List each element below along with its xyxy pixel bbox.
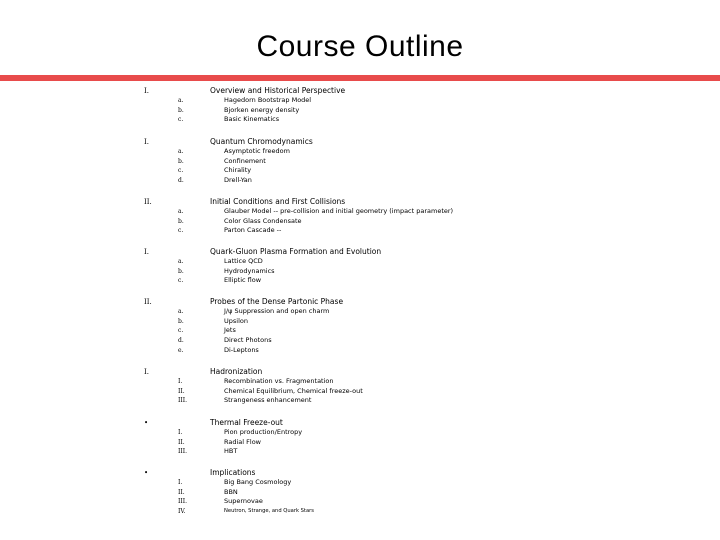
outline-item: [0, 447, 720, 457]
item-text: Lattice QCD: [224, 257, 263, 265]
item-label: III.: [178, 498, 188, 506]
section-heading: Overview and Historical Perspective: [210, 86, 346, 95]
outline-item: [0, 326, 720, 336]
item-text: Hagedorn Bootstrap Model: [224, 96, 312, 104]
section-items: [0, 307, 720, 355]
item-text: Neutron, Strange, and Quark Stars: [224, 508, 314, 515]
item-label: c.: [178, 227, 184, 235]
section-items: [0, 377, 720, 406]
outline-item: [0, 257, 720, 267]
item-label: I.: [178, 479, 183, 486]
item-text: Bjorken energy density: [224, 105, 300, 114]
slide-title: Course Outline: [256, 30, 464, 63]
section-marker: •: [144, 469, 149, 477]
item-label: d.: [178, 337, 184, 345]
item-text: Big Bang Cosmology: [224, 478, 292, 486]
section-marker: I.: [144, 87, 149, 95]
item-text: BBN: [224, 487, 238, 496]
item-text: Elliptic flow: [224, 276, 262, 285]
outline-item: [0, 488, 720, 498]
outline-item: [0, 106, 720, 116]
outline-item: [0, 387, 720, 397]
item-text: Upsilon: [224, 316, 248, 325]
outline-item: [0, 207, 720, 217]
section-heading: Quark-Gluon Plasma Formation and Evolution: [210, 247, 382, 256]
item-label: c.: [178, 116, 184, 124]
section-items: [0, 478, 720, 517]
item-label: I.: [178, 429, 183, 436]
section-items: [0, 147, 720, 186]
item-label: a.: [178, 308, 184, 315]
section-heading: Implications: [210, 468, 256, 477]
item-label: e.: [178, 346, 184, 354]
outline-item: [0, 317, 720, 327]
outline-item: [0, 276, 720, 286]
outline-item: [0, 377, 720, 387]
item-label: b.: [178, 217, 184, 225]
outline-item: [0, 497, 720, 507]
item-text: Basic Kinematics: [224, 115, 280, 124]
item-text: Color Glass Condensate: [224, 216, 302, 225]
item-text: Pion production/Entropy: [224, 428, 303, 436]
outline-item: [0, 428, 720, 438]
section-items: [0, 257, 720, 286]
item-label: b.: [178, 106, 184, 114]
outline-item: [0, 226, 720, 236]
item-label: a.: [178, 97, 184, 104]
item-label: IV.: [178, 508, 186, 516]
item-label: a.: [178, 148, 184, 155]
item-text: HBT: [224, 447, 238, 456]
item-label: II.: [178, 387, 185, 395]
outline-item: [0, 396, 720, 406]
outline-item: [0, 438, 720, 448]
item-text: Strangeness enhancement: [224, 396, 312, 405]
outline-item: [0, 336, 720, 346]
item-label: I.: [178, 378, 183, 385]
section-heading: Thermal Freeze-out: [210, 418, 283, 427]
item-text: Jets: [224, 326, 236, 335]
outline-item: [0, 176, 720, 186]
section-heading: Initial Conditions and First Collisions: [210, 197, 346, 206]
item-label: II.: [178, 488, 185, 496]
item-text: Radial Flow: [224, 437, 261, 446]
outline-item: [0, 96, 720, 106]
item-label: c.: [178, 327, 184, 335]
item-text: Supernovae: [224, 497, 263, 506]
section-heading: Hadronization: [210, 367, 263, 376]
section-heading: Probes of the Dense Partonic Phase: [210, 297, 344, 306]
item-label: II.: [178, 438, 185, 446]
outline-item: [0, 307, 720, 317]
item-text: Recombination vs. Fragmentation: [224, 377, 334, 385]
outline-item: [0, 346, 720, 356]
section-marker: I.: [144, 368, 149, 376]
outline-item: [0, 166, 720, 176]
section-marker: I.: [144, 138, 149, 146]
item-text: Confinement: [224, 156, 266, 165]
section-marker: I.: [144, 248, 149, 256]
outline-item: [0, 217, 720, 227]
item-text: Asymptotic freedom: [224, 147, 290, 155]
item-label: b.: [178, 317, 184, 325]
outline-item: [0, 267, 720, 277]
item-label: b.: [178, 267, 184, 275]
outline-item: [0, 507, 720, 517]
item-label: c.: [178, 277, 184, 285]
item-text: Direct Photons: [224, 336, 272, 345]
item-text: Di-Leptons: [224, 345, 259, 354]
item-label: b.: [178, 157, 184, 165]
item-label: III.: [178, 448, 188, 456]
item-label: a.: [178, 208, 184, 215]
section-marker: II.: [144, 198, 152, 206]
item-label: c.: [178, 167, 184, 175]
outline-item: [0, 478, 720, 488]
outline-item: [0, 157, 720, 167]
section-heading: Quantum Chromodynamics: [210, 137, 313, 146]
item-text: Glauber Model -- pre-collision and initial geometry (impact parameter): [224, 207, 454, 215]
section-items: [0, 96, 720, 125]
item-label: a.: [178, 258, 184, 265]
outline-item: [0, 147, 720, 157]
item-text: Hydrodynamics: [224, 266, 275, 275]
outline-item: [0, 115, 720, 125]
item-text: Chirality: [224, 166, 252, 175]
item-label: d.: [178, 177, 184, 185]
item-text: Parton Cascade --: [224, 226, 282, 235]
item-text: J/ψ Suppression and open charm: [224, 307, 330, 315]
section-marker: II.: [144, 298, 152, 306]
item-text: Drell-Yan: [224, 176, 252, 185]
item-label: III.: [178, 397, 188, 405]
section-items: [0, 207, 720, 236]
section-items: [0, 428, 720, 457]
section-marker: •: [144, 419, 149, 427]
item-text: Chemical Equilibrium, Chemical freeze-out: [224, 386, 363, 395]
